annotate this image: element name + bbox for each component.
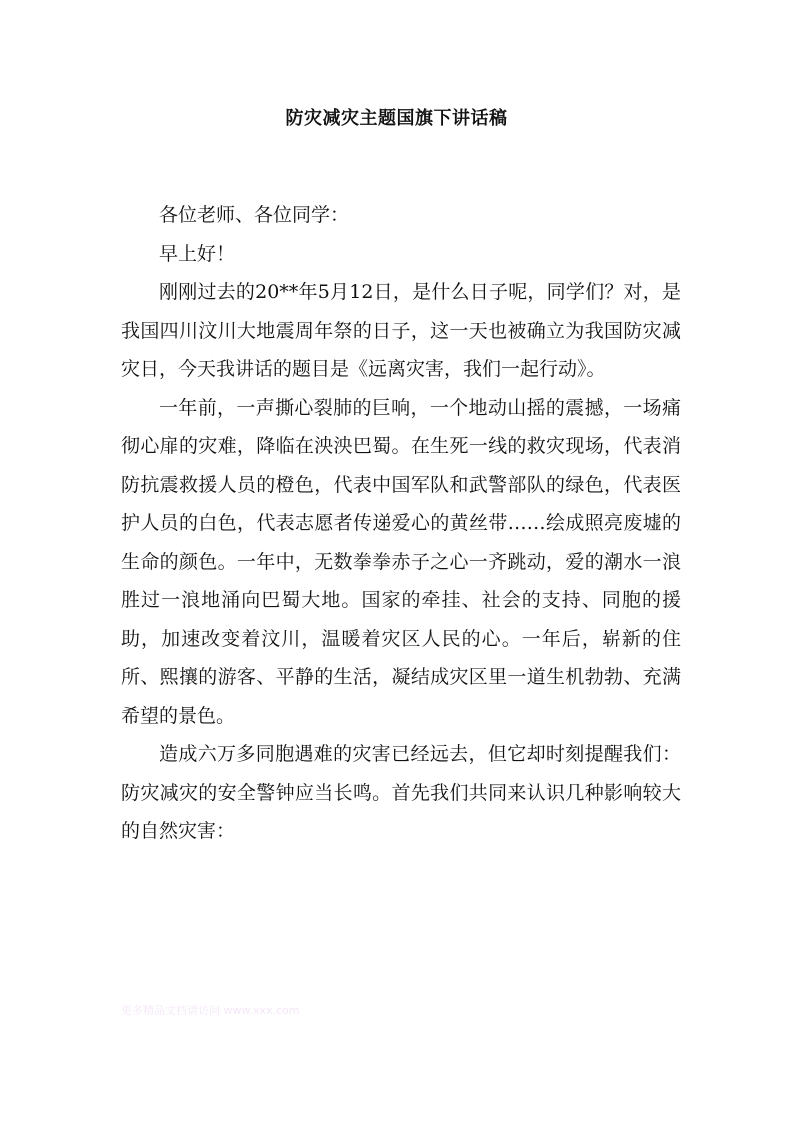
paragraph-memory: 一年前，一声撕心裂肺的巨响，一个地动山摇的震撼，一场痛彻心扉的灾难，降临在泱泱巴蜀。在生死一线的救灾现场，代表消防抗震救援人员的橙色，代表中国军队和武警部队的绿色，代表医护人员的白色，代表志愿者传递爱心的黄丝带……绘成照亮废墟的生命的颜色。一年中，无数拳拳赤子之心一齐跳动，爱的潮水一浪胜过一浪地涌向巴蜀大地。国家的牵挂、社会的支持、同胞的援助，加速改变着汶川，温暖着灾区人民的心。一年后，崭新的住所、熙攘的游客、平静的生活，凝结成灾区里一道生机勃勃、充满希望的景色。 (121, 396, 681, 727)
paragraph-intro: 刚刚过去的20**年5月12日，是什么日子呢，同学们？对，是我国四川汶川大地震周年祭的日子，这一天也被确立为我国防灾减灾日，今天我讲话的题目是《远离灾害，我们一起行动》。 (121, 281, 681, 380)
document-body (121, 196, 681, 851)
paragraph-greeting: 各位老师、各位同学： (159, 204, 350, 226)
paragraph-good-morning: 早上好！ (159, 242, 236, 265)
paragraph-warning: 造成六万多同胞遇难的灾害已经远去，但它却时刻提醒我们：防灾减灾的安全警钟应当长鸣。首先我们共同来认识几种影响较大的自然灾害： (121, 743, 681, 842)
faint-watermark: 更多精品文档请访问 www.xxx.com (121, 1004, 300, 1017)
document-title: 防灾减灾主题国旗下讲话稿 (285, 108, 508, 129)
